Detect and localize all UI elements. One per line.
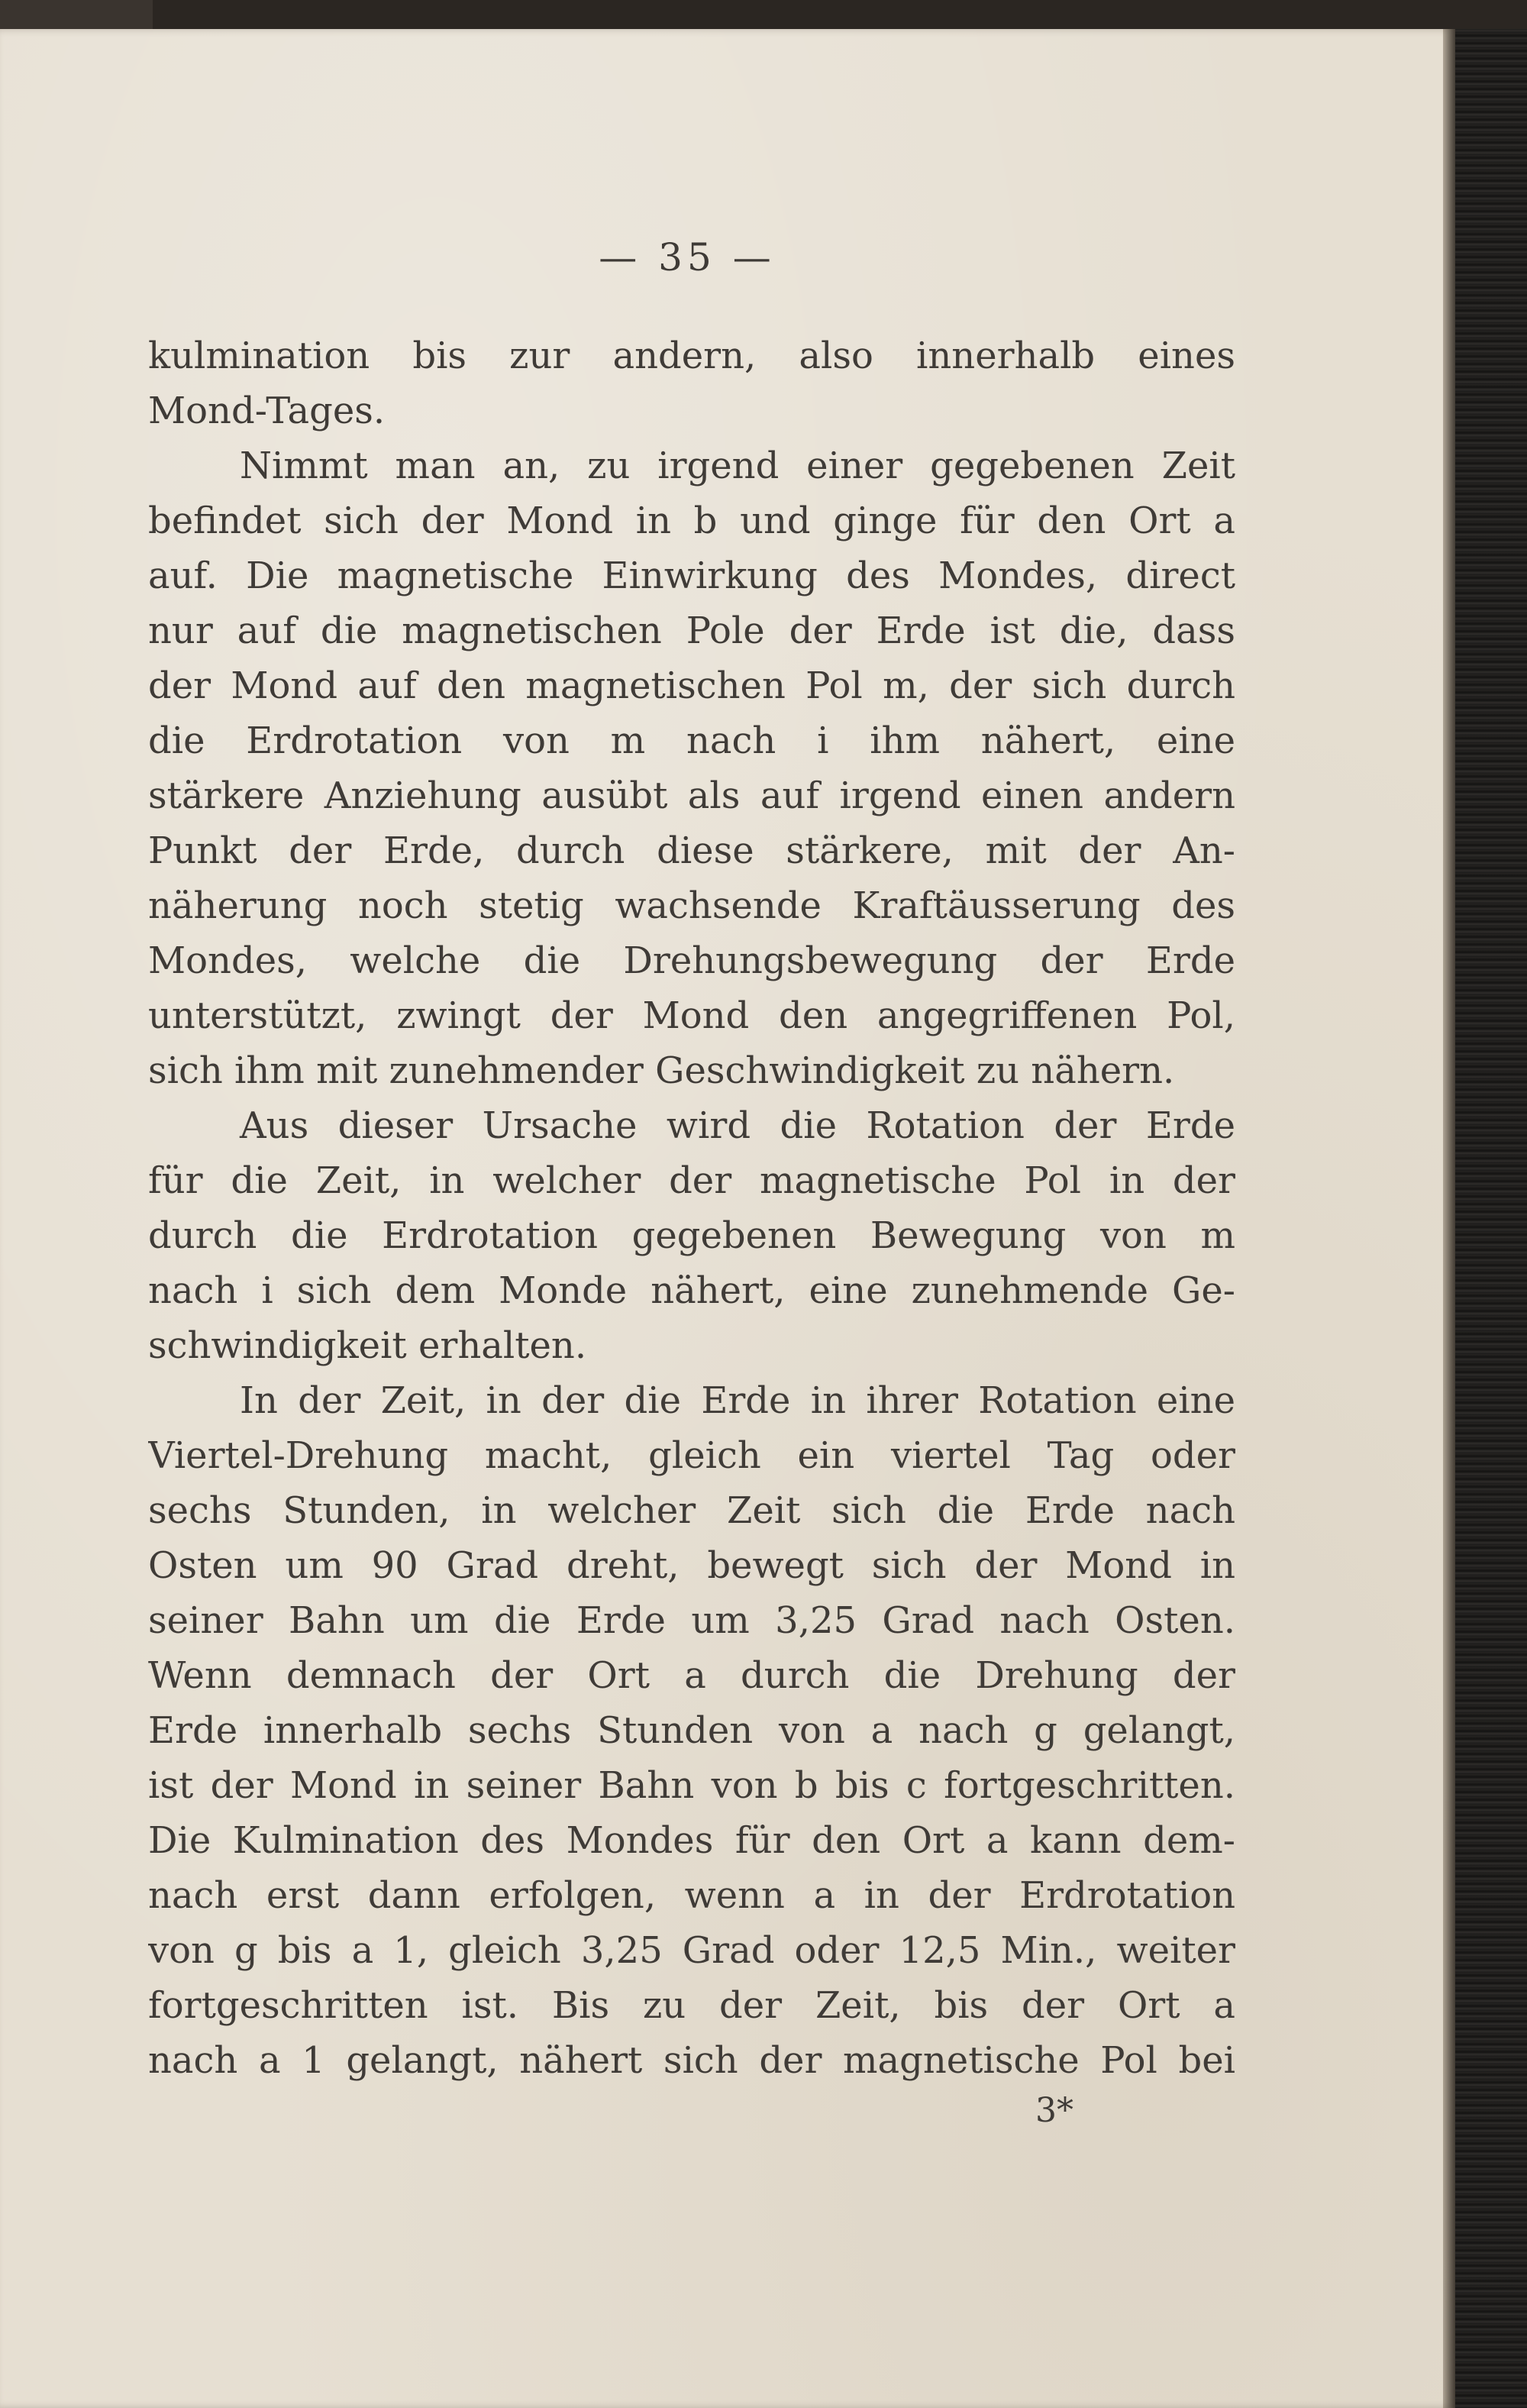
text-line: Mondes, welche die Drehungsbewegung der Erde	[148, 939, 1235, 982]
text-line: sich ihm mit zunehmender Geschwindigkeit zu nähern.	[148, 1049, 1175, 1092]
paper-page	[0, 29, 1455, 2408]
text-line: durch die Erdrotation gegebenen Bewegung von m	[148, 1214, 1235, 1257]
text-line: unterstützt, zwingt der Mond den angegriffenen Pol,	[148, 994, 1235, 1037]
scan-border	[0, 0, 153, 29]
text-line: Osten um 90 Grad dreht, bewegt sich der Mond in	[148, 1544, 1235, 1587]
text-line: In der Zeit, in der die Erde in ihrer Rotation eine	[240, 1379, 1235, 1422]
text-line: nach a 1 gelangt, nähert sich der magnetische Pol bei	[148, 2039, 1235, 2082]
signature-mark: 3*	[1035, 2091, 1073, 2130]
text-line: stärkere Anziehung ausübt als auf irgend einen andern	[148, 774, 1235, 817]
text-line: für die Zeit, in welcher der magnetische Pol in der	[148, 1159, 1235, 1202]
text-line: befindet sich der Mond in b und ginge für den Ort a	[148, 499, 1235, 542]
book-binding	[1455, 29, 1527, 2408]
body-text	[148, 328, 1235, 2088]
text-line: schwindigkeit erhalten.	[148, 1324, 587, 1367]
text-line: fortgeschritten ist. Bis zu der Zeit, bis der Ort a	[148, 1984, 1235, 2027]
text-line: die Erdrotation von m nach i ihm nähert, eine	[148, 719, 1235, 762]
text-line: Punkt der Erde, durch diese stärkere, mit der An-	[148, 829, 1235, 872]
text-line: nach i sich dem Monde nähert, eine zunehmende Ge-	[148, 1269, 1235, 1312]
page-number: — 35 —	[599, 235, 776, 280]
text-line: der Mond auf den magnetischen Pol m, der sich durch	[148, 664, 1235, 707]
text-line: Viertel-Drehung macht, gleich ein viertel Tag oder	[148, 1434, 1235, 1477]
text-line: von g bis a 1, gleich 3,25 Grad oder 12,5 Min., weiter	[148, 1929, 1235, 1972]
text-line: Erde innerhalb sechs Stunden von a nach g gelangt,	[148, 1709, 1235, 1752]
text-line: auf. Die magnetische Einwirkung des Mondes, direct	[148, 554, 1235, 597]
text-line: Nimmt man an, zu irgend einer gegebenen Zeit	[240, 444, 1235, 487]
text-line: Die Kulmination des Mondes für den Ort a kann dem-	[148, 1819, 1235, 1862]
text-line: ist der Mond in seiner Bahn von b bis c fortgeschritten.	[148, 1764, 1235, 1807]
text-line: sechs Stunden, in welcher Zeit sich die Erde nach	[148, 1489, 1235, 1532]
text-line: nur auf die magnetischen Pole der Erde ist die, dass	[148, 609, 1235, 652]
text-line: kulmination bis zur andern, also innerhalb eines	[148, 335, 1235, 377]
text-line: näherung noch stetig wachsende Kraftäusserung des	[148, 884, 1235, 927]
text-line: Aus dieser Ursache wird die Rotation der Erde	[240, 1104, 1235, 1147]
text-line: Wenn demnach der Ort a durch die Drehung der	[148, 1654, 1235, 1697]
text-line: Mond-Tages.	[148, 389, 386, 432]
text-line: nach erst dann erfolgen, wenn a in der Erdrotation	[148, 1874, 1235, 1917]
text-line: seiner Bahn um die Erde um 3,25 Grad nach Osten.	[148, 1599, 1235, 1642]
